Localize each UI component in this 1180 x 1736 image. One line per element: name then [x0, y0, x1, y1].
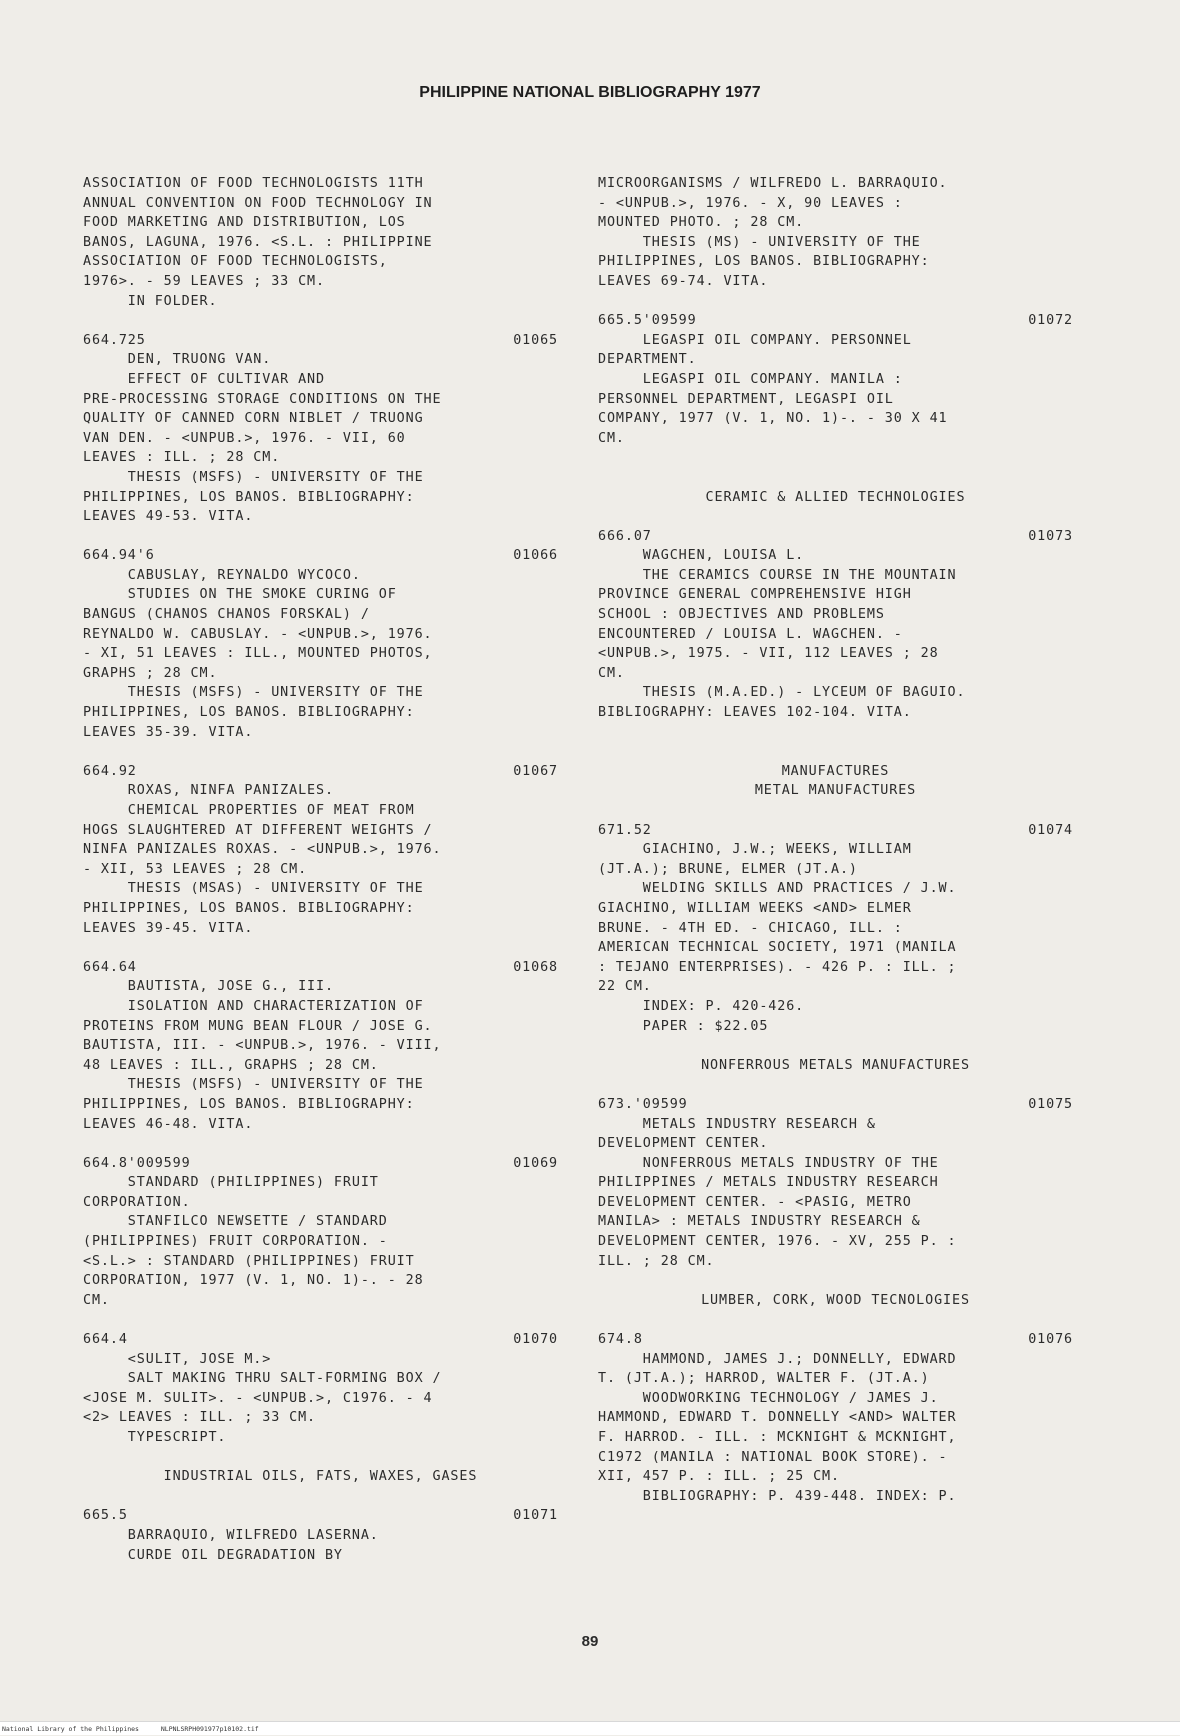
entry-line: - XII, 53 LEAVES ; 28 CM. [83, 861, 308, 877]
entry-line: : TEJANO ENTERPRISES). - 426 P. : ILL. ; [598, 959, 957, 975]
entry-line: PROTEINS FROM MUNG BEAN FLOUR / JOSE G. [83, 1018, 433, 1034]
entry-number: 01072 [1028, 313, 1073, 329]
entry-line: C1972 (MANILA : NATIONAL BOOK STORE). - [598, 1449, 948, 1465]
section-heading-line: MANUFACTURES [781, 763, 890, 779]
call-number: 673.'09599 [598, 1096, 688, 1112]
entry-line: METALS INDUSTRY RESEARCH & [598, 1116, 876, 1132]
call-number: 665.5 [83, 1508, 128, 1524]
bibliography-entry [83, 331, 558, 527]
bibliography-entry [83, 762, 558, 938]
section-heading [598, 1056, 1073, 1076]
entry-line: BIBLIOGRAPHY: LEAVES 102-104. VITA. [598, 705, 912, 721]
entry-number: 01074 [1028, 822, 1073, 838]
entry-line: LEAVES 35-39. VITA. [83, 724, 254, 740]
entry-line: INDEX: P. 420-426. [598, 998, 805, 1014]
entry-line: LEAVES 49-53. VITA. [83, 509, 254, 525]
entry-line: <JOSE M. SULIT>. - <UNPUB.>, C1976. - 4 [83, 1390, 433, 1406]
entry-line: (JT.A.); BRUNE, ELMER (JT.A.) [598, 861, 858, 877]
entry-line: ILL. ; 28 CM. [598, 1253, 715, 1269]
bibliography-entry [83, 1154, 558, 1311]
entry-line: <2> LEAVES : ILL. ; 33 CM. [83, 1410, 317, 1426]
entry-line: CM. [598, 665, 625, 681]
entry-line: BANGUS (CHANOS CHANOS FORSKAL) / [83, 607, 370, 623]
entry-line: THESIS (MSFS) - UNIVERSITY OF THE [83, 1077, 424, 1093]
entry-line: 1976>. - 59 LEAVES ; 33 CM. [83, 273, 325, 289]
entry-line: DEVELOPMENT CENTER, 1976. - XV, 255 P. : [598, 1234, 957, 1250]
entry-header [83, 331, 558, 351]
entry-line: ISOLATION AND CHARACTERIZATION OF [83, 998, 424, 1014]
entry-line: LEAVES 69-74. VITA. [598, 273, 769, 289]
entry-line: STANDARD (PHILIPPINES) FRUIT [83, 1175, 379, 1191]
call-number: 664.725 [83, 332, 146, 348]
section-heading-line: INDUSTRIAL OILS, FATS, WAXES, GASES [163, 1469, 478, 1485]
entry-line: GIACHINO, WILLIAM WEEKS <AND> ELMER [598, 900, 912, 916]
entry-line: DEPARTMENT. [598, 352, 697, 368]
entry-line: CURDE OIL DEGRADATION BY [83, 1547, 343, 1563]
call-number: 664.94'6 [83, 548, 155, 564]
bibliography-entry [83, 958, 558, 1134]
entry-line: CABUSLAY, REYNALDO WYCOCO. [83, 567, 361, 583]
entry-line: THE CERAMICS COURSE IN THE MOUNTAIN [598, 567, 957, 583]
section-heading-line: CERAMIC & ALLIED TECHNOLOGIES [705, 489, 966, 505]
entry-line: COMPANY, 1977 (V. 1, NO. 1)-. - 30 X 41 [598, 411, 948, 427]
entry-number: 01076 [1028, 1332, 1073, 1348]
entry-line: EFFECT OF CULTIVAR AND [83, 371, 325, 387]
bibliography-entry [598, 1095, 1073, 1271]
entry-number: 01065 [513, 332, 558, 348]
entry-line: DEVELOPMENT CENTER. [598, 1136, 769, 1152]
right-column [598, 174, 1073, 1526]
bibliography-entry [598, 1330, 1073, 1506]
entry-line: F. HARROD. - ILL. : MCKNIGHT & MCKNIGHT, [598, 1430, 957, 1445]
call-number: 664.8'009599 [83, 1155, 191, 1171]
entry-number: 01069 [513, 1155, 558, 1171]
entry-line: PHILIPPINES, LOS BANOS. BIBLIOGRAPHY: [83, 1096, 415, 1112]
entry-header [598, 821, 1073, 841]
entry-line: THESIS (MSFS) - UNIVERSITY OF THE [83, 685, 424, 701]
entry-line: <UNPUB.>, 1975. - VII, 112 LEAVES ; 28 [598, 646, 939, 662]
bibliography-entry [83, 546, 558, 742]
page-number: 89 [581, 1633, 599, 1650]
entry-line: GRAPHS ; 28 CM. [83, 665, 218, 681]
entry-line: VAN DEN. - <UNPUB.>, 1976. - VII, 60 [83, 430, 406, 446]
entry-line: CM. [598, 430, 625, 446]
entry-line: AMERICAN TECHNICAL SOCIETY, 1971 (MANILA [598, 940, 957, 956]
bibliography-entry [83, 1330, 558, 1448]
entry-number: 01067 [513, 763, 558, 779]
entry-line: ROXAS, NINFA PANIZALES. [83, 783, 334, 799]
section-heading [598, 1291, 1073, 1311]
entry-line: ENCOUNTERED / LOUISA L. WAGCHEN. - [598, 626, 903, 642]
bibliography-entry [598, 821, 1073, 1037]
entry-line: PHILIPPINES, LOS BANOS. BIBLIOGRAPHY: [598, 254, 930, 270]
entry-line: BIBLIOGRAPHY: P. 439-448. INDEX: P. [598, 1488, 957, 1504]
scan-source: National Library of the Philippines [2, 1725, 139, 1733]
call-number: 665.5'09599 [598, 313, 697, 329]
page-title: PHILIPPINE NATIONAL BIBLIOGRAPHY 1977 [419, 84, 761, 101]
entry-line: HAMMOND, EDWARD T. DONNELLY <AND> WALTER [598, 1410, 957, 1426]
entry-number: 01066 [513, 548, 558, 564]
bibliography-entry [83, 1506, 558, 1565]
entry-line: NINFA PANIZALES ROXAS. - <UNPUB.>, 1976. [83, 842, 442, 858]
entry-line: IN FOLDER. [83, 293, 218, 309]
entry-line: CM. [83, 1292, 110, 1308]
entry-line: CHEMICAL PROPERTIES OF MEAT FROM [83, 803, 415, 818]
entry-line: XII, 457 P. : ILL. ; 25 CM. [598, 1469, 840, 1485]
entry-line: PRE-PROCESSING STORAGE CONDITIONS ON THE [83, 391, 442, 407]
entry-line: FOOD MARKETING AND DISTRIBUTION, LOS [83, 215, 406, 231]
entry-header [83, 1154, 558, 1174]
entry-header [598, 311, 1073, 331]
entry-line: (PHILIPPINES) FRUIT CORPORATION. - [83, 1234, 388, 1250]
entry-number: 01071 [513, 1508, 558, 1524]
entry-line: <SULIT, JOSE M.> [83, 1351, 272, 1367]
entry-line: WOODWORKING TECHNOLOGY / JAMES J. [598, 1390, 939, 1406]
call-number: 674.8 [598, 1332, 643, 1348]
entry-number: 01075 [1028, 1096, 1073, 1112]
entry-line: BANOS, LAGUNA, 1976. <S.L. : PHILIPPINE [83, 234, 433, 250]
entry-line: - <UNPUB.>, 1976. - X, 90 LEAVES : [598, 195, 903, 211]
entry-line: PHILIPPINES, LOS BANOS. BIBLIOGRAPHY: [83, 900, 415, 916]
entry-line: CORPORATION, 1977 (V. 1, NO. 1)-. - 28 [83, 1273, 424, 1289]
entry-line: PHILIPPINES, LOS BANOS. BIBLIOGRAPHY: [83, 705, 415, 721]
entry-line: ASSOCIATION OF FOOD TECHNOLOGISTS 11TH [83, 176, 424, 191]
entry-header [83, 546, 558, 566]
spacer [598, 468, 1073, 488]
entry-line: ANNUAL CONVENTION ON FOOD TECHNOLOGY IN [83, 195, 433, 211]
scan-info-strip [0, 1721, 1180, 1735]
entry-line: 22 CM. [598, 979, 652, 995]
call-number: 664.64 [83, 959, 137, 975]
section-heading [598, 762, 1073, 801]
call-number: 664.92 [83, 763, 137, 779]
section-heading-line: NONFERROUS METALS MANUFACTURES [701, 1057, 970, 1073]
entry-line: LEGASPI OIL COMPANY. PERSONNEL [598, 332, 912, 348]
entry-line: STUDIES ON THE SMOKE CURING OF [83, 587, 397, 603]
entry-header [83, 1506, 558, 1526]
entry-line: T. (JT.A.); HARROD, WALTER F. (JT.A.) [598, 1371, 930, 1387]
entry-line: MANILA> : METALS INDUSTRY RESEARCH & [598, 1214, 921, 1230]
bibliography-entry [598, 311, 1073, 448]
entry-line: REYNALDO W. CABUSLAY. - <UNPUB.>, 1976. [83, 626, 433, 642]
call-number: 671.52 [598, 822, 652, 838]
entry-header [598, 527, 1073, 547]
entry-line: THESIS (MSFS) - UNIVERSITY OF THE [83, 469, 424, 485]
entry-line: THESIS (MSAS) - UNIVERSITY OF THE [83, 881, 424, 897]
entry-line: WELDING SKILLS AND PRACTICES / J.W. [598, 881, 957, 897]
entry-line: ASSOCIATION OF FOOD TECHNOLOGISTS, [83, 254, 388, 270]
entry-line: - XI, 51 LEAVES : ILL., MOUNTED PHOTOS, [83, 646, 433, 662]
entry-line: LEAVES : ILL. ; 28 CM. [83, 450, 281, 466]
entry-line: QUALITY OF CANNED CORN NIBLET / TRUONG [83, 411, 424, 427]
entry-header [83, 958, 558, 978]
entry-line: MOUNTED PHOTO. ; 28 CM. [598, 215, 805, 231]
entry-header [83, 1330, 558, 1350]
entry-line: PROVINCE GENERAL COMPREHENSIVE HIGH [598, 587, 912, 603]
entry-line: TYPESCRIPT. [83, 1430, 227, 1445]
section-heading [598, 488, 1073, 508]
entry-line: LEAVES 46-48. VITA. [83, 1116, 254, 1132]
entry-line: SCHOOL : OBJECTIVES AND PROBLEMS [598, 607, 885, 623]
call-number: 666.07 [598, 528, 652, 544]
section-heading-line: METAL MANUFACTURES [754, 783, 917, 799]
entry-line: NONFERROUS METALS INDUSTRY OF THE [598, 1155, 939, 1171]
section-heading [83, 1467, 558, 1487]
entry-line: BRUNE. - 4TH ED. - CHICAGO, ILL. : [598, 920, 903, 936]
entry-line: PAPER : $22.05 [598, 1018, 769, 1034]
bibliography-entry [598, 527, 1073, 723]
entry-header [598, 1095, 1073, 1115]
entry-line: SALT MAKING THRU SALT-FORMING BOX / [83, 1371, 442, 1387]
entry-line: STANFILCO NEWSETTE / STANDARD [83, 1214, 388, 1230]
entry-line: LEAVES 39-45. VITA. [83, 920, 254, 936]
entry-line: THESIS (MS) - UNIVERSITY OF THE [598, 234, 921, 250]
entry-line: LEGASPI OIL COMPANY. MANILA : [598, 371, 903, 387]
bibliography-entry [598, 174, 1073, 292]
entry-line: <S.L.> : STANDARD (PHILIPPINES) FRUIT [83, 1253, 415, 1269]
entry-line: CORPORATION. [83, 1194, 191, 1210]
scan-file: NLPNLSRPH091977p10102.tif [160, 1725, 259, 1733]
entry-line: WAGCHEN, LOUISA L. [598, 548, 805, 564]
entry-line: HOGS SLAUGHTERED AT DIFFERENT WEIGHTS / [83, 822, 433, 838]
entry-line: GIACHINO, J.W.; WEEKS, WILLIAM [598, 842, 912, 858]
entry-line: HAMMOND, JAMES J.; DONNELLY, EDWARD [598, 1351, 957, 1367]
entry-line: BARRAQUIO, WILFREDO LASERNA. [83, 1527, 379, 1543]
spacer [598, 742, 1073, 762]
entry-header [598, 1330, 1073, 1350]
call-number: 664.4 [83, 1332, 128, 1348]
entry-line: BAUTISTA, III. - <UNPUB.>, 1976. - VIII, [83, 1038, 442, 1054]
entry-number: 01070 [513, 1332, 558, 1348]
section-heading-line: LUMBER, CORK, WOOD TECNOLOGIES [701, 1292, 970, 1308]
entry-line: MICROORGANISMS / WILFREDO L. BARRAQUIO. [598, 176, 948, 191]
entry-header [83, 762, 558, 782]
entry-number: 01068 [513, 959, 558, 975]
entry-line: PERSONNEL DEPARTMENT, LEGASPI OIL [598, 391, 894, 407]
entry-line: PHILIPPINES, LOS BANOS. BIBLIOGRAPHY: [83, 489, 415, 505]
entry-number: 01073 [1028, 528, 1073, 544]
entry-line: PHILIPPINES / METALS INDUSTRY RESEARCH [598, 1175, 939, 1191]
entry-line: 48 LEAVES : ILL., GRAPHS ; 28 CM. [83, 1057, 379, 1073]
bibliography-entry [83, 174, 558, 311]
left-column [83, 174, 558, 1585]
entry-line: DEVELOPMENT CENTER. - <PASIG, METRO [598, 1194, 912, 1210]
entry-line: DEN, TRUONG VAN. [83, 352, 272, 368]
entry-line: THESIS (M.A.ED.) - LYCEUM OF BAGUIO. [598, 685, 966, 701]
entry-line: BAUTISTA, JOSE G., III. [83, 979, 334, 995]
